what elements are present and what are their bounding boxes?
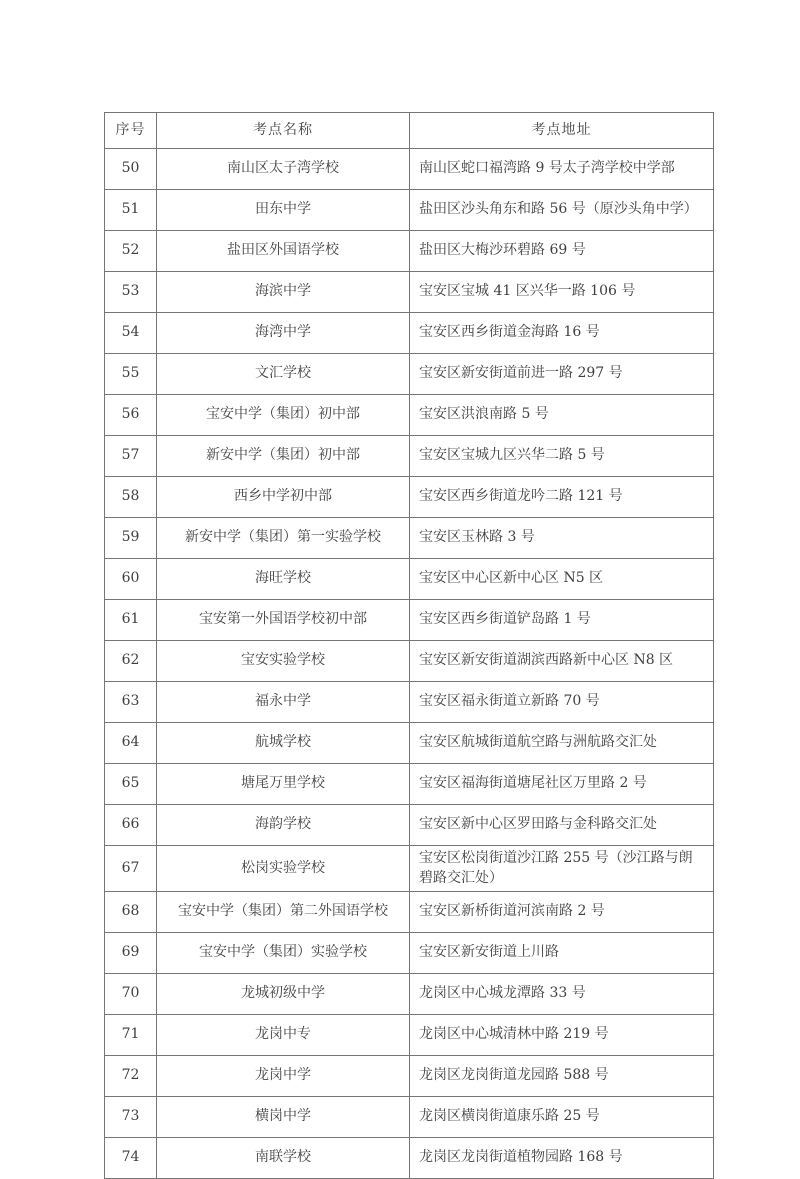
table-row (105, 764, 714, 805)
table-row (105, 559, 714, 600)
site-name-cell: 海滨中学 (157, 272, 410, 313)
table-row (105, 477, 714, 518)
exam-site-table-body (105, 149, 714, 1179)
serial-number-cell: 55 (105, 354, 157, 395)
header-serial-number: 序号 (105, 113, 157, 149)
site-address-cell: 宝安区航城街道航空路与洲航路交汇处 (410, 723, 714, 764)
table-row (105, 231, 714, 272)
site-name-cell: 南山区太子湾学校 (157, 149, 410, 190)
site-address-cell: 宝安区新桥街道河滨南路 2 号 (410, 892, 714, 933)
serial-number-cell: 73 (105, 1097, 157, 1138)
site-name-cell: 海湾中学 (157, 313, 410, 354)
site-address-cell: 南山区蛇口福湾路 9 号太子湾学校中学部 (410, 149, 714, 190)
serial-number-cell: 52 (105, 231, 157, 272)
site-name-cell: 福永中学 (157, 682, 410, 723)
serial-number-cell: 63 (105, 682, 157, 723)
site-name-cell: 宝安第一外国语学校初中部 (157, 600, 410, 641)
site-address-cell: 龙岗区中心城清林中路 219 号 (410, 1015, 714, 1056)
table-row (105, 933, 714, 974)
site-name-cell: 宝安实验学校 (157, 641, 410, 682)
serial-number-cell: 60 (105, 559, 157, 600)
serial-number-cell: 62 (105, 641, 157, 682)
site-address-cell: 宝安区玉林路 3 号 (410, 518, 714, 559)
table-row (105, 149, 714, 190)
serial-number-cell: 66 (105, 805, 157, 846)
site-name-cell: 海韵学校 (157, 805, 410, 846)
table-row (105, 846, 714, 892)
table-row (105, 190, 714, 231)
serial-number-cell: 61 (105, 600, 157, 641)
table-row (105, 354, 714, 395)
table-row (105, 682, 714, 723)
header-site-name: 考点名称 (157, 113, 410, 149)
table-row (105, 723, 714, 764)
table-row (105, 395, 714, 436)
site-name-cell: 田东中学 (157, 190, 410, 231)
table-row (105, 272, 714, 313)
site-address-cell: 盐田区大梅沙环碧路 69 号 (410, 231, 714, 272)
site-address-cell: 宝安区新安街道前进一路 297 号 (410, 354, 714, 395)
site-name-cell: 航城学校 (157, 723, 410, 764)
serial-number-cell: 53 (105, 272, 157, 313)
site-name-cell: 松岗实验学校 (157, 846, 410, 892)
exam-site-table-header (105, 113, 714, 149)
serial-number-cell: 59 (105, 518, 157, 559)
site-name-cell: 盐田区外国语学校 (157, 231, 410, 272)
header-row (105, 113, 714, 149)
site-address-cell: 宝安区西乡街道金海路 16 号 (410, 313, 714, 354)
site-address-cell: 宝安区洪浪南路 5 号 (410, 395, 714, 436)
site-address-cell: 龙岗区横岗街道康乐路 25 号 (410, 1097, 714, 1138)
serial-number-cell: 56 (105, 395, 157, 436)
site-address-cell: 龙岗区龙岗街道龙园路 588 号 (410, 1056, 714, 1097)
serial-number-cell: 69 (105, 933, 157, 974)
serial-number-cell: 54 (105, 313, 157, 354)
table-row (105, 974, 714, 1015)
table-row (105, 1097, 714, 1138)
serial-number-cell: 57 (105, 436, 157, 477)
site-name-cell: 龙岗中专 (157, 1015, 410, 1056)
site-address-cell: 宝安区松岗街道沙江路 255 号（沙江路与朗碧路交汇处） (410, 846, 714, 892)
table-row (105, 1138, 714, 1179)
site-name-cell: 宝安中学（集团）初中部 (157, 395, 410, 436)
site-address-cell: 宝安区新中心区罗田路与金科路交汇处 (410, 805, 714, 846)
site-name-cell: 南联学校 (157, 1138, 410, 1179)
site-name-cell: 新安中学（集团）初中部 (157, 436, 410, 477)
table-row (105, 641, 714, 682)
serial-number-cell: 74 (105, 1138, 157, 1179)
table-row (105, 436, 714, 477)
serial-number-cell: 70 (105, 974, 157, 1015)
site-address-cell: 宝安区福永街道立新路 70 号 (410, 682, 714, 723)
site-name-cell: 龙城初级中学 (157, 974, 410, 1015)
site-name-cell: 文汇学校 (157, 354, 410, 395)
serial-number-cell: 72 (105, 1056, 157, 1097)
serial-number-cell: 67 (105, 846, 157, 892)
serial-number-cell: 64 (105, 723, 157, 764)
site-address-cell: 宝安区新安街道湖滨西路新中心区 N8 区 (410, 641, 714, 682)
table-row (105, 518, 714, 559)
serial-number-cell: 51 (105, 190, 157, 231)
site-address-cell: 宝安区西乡街道龙吟二路 121 号 (410, 477, 714, 518)
site-name-cell: 塘尾万里学校 (157, 764, 410, 805)
serial-number-cell: 71 (105, 1015, 157, 1056)
site-address-cell: 宝安区福海街道塘尾社区万里路 2 号 (410, 764, 714, 805)
table-row (105, 892, 714, 933)
site-name-cell: 宝安中学（集团）实验学校 (157, 933, 410, 974)
site-address-cell: 龙岗区中心城龙潭路 33 号 (410, 974, 714, 1015)
serial-number-cell: 65 (105, 764, 157, 805)
serial-number-cell: 68 (105, 892, 157, 933)
site-address-cell: 盐田区沙头角东和路 56 号（原沙头角中学） (410, 190, 714, 231)
header-site-address: 考点地址 (410, 113, 714, 149)
site-address-cell: 宝安区西乡街道铲岛路 1 号 (410, 600, 714, 641)
table-row (105, 805, 714, 846)
table-row (105, 1056, 714, 1097)
site-address-cell: 宝安区宝城 41 区兴华一路 106 号 (410, 272, 714, 313)
table-row (105, 600, 714, 641)
site-name-cell: 宝安中学（集团）第二外国语学校 (157, 892, 410, 933)
site-name-cell: 海旺学校 (157, 559, 410, 600)
site-address-cell: 宝安区新安街道上川路 (410, 933, 714, 974)
table-row (105, 1015, 714, 1056)
site-address-cell: 宝安区宝城九区兴华二路 5 号 (410, 436, 714, 477)
serial-number-cell: 58 (105, 477, 157, 518)
site-address-cell: 宝安区中心区新中心区 N5 区 (410, 559, 714, 600)
exam-site-table (104, 112, 714, 1179)
table-row (105, 313, 714, 354)
site-name-cell: 龙岗中学 (157, 1056, 410, 1097)
serial-number-cell: 50 (105, 149, 157, 190)
site-name-cell: 横岗中学 (157, 1097, 410, 1138)
site-name-cell: 西乡中学初中部 (157, 477, 410, 518)
site-address-cell: 龙岗区龙岗街道植物园路 168 号 (410, 1138, 714, 1179)
site-name-cell: 新安中学（集团）第一实验学校 (157, 518, 410, 559)
